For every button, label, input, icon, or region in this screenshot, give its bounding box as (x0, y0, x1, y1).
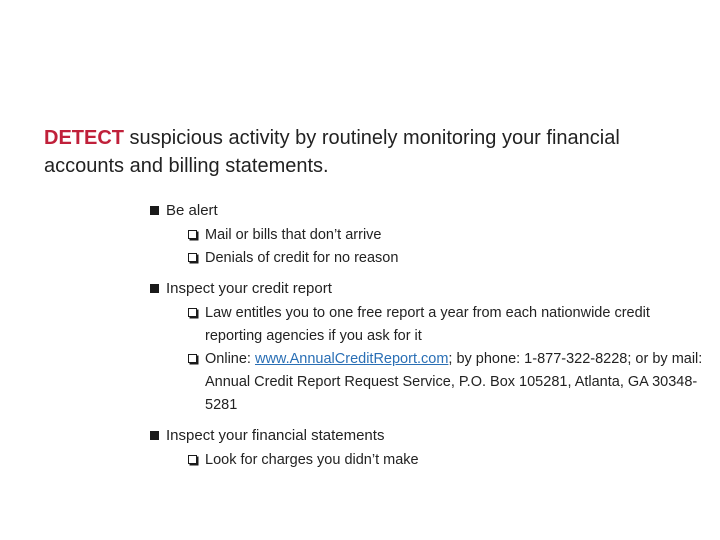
annual-credit-report-link[interactable]: www.AnnualCreditReport.com (254, 351, 449, 367)
heading-text: suspicious activity by routinely monitoring your financial accounts and billing statements. (44, 127, 620, 177)
section-be-alert (148, 200, 708, 270)
checkbox-bullet-icon (188, 354, 197, 363)
bullet-be-alert (148, 200, 708, 222)
square-bullet-icon (150, 284, 159, 293)
sub-bullet-text: Denials of credit for no reason (205, 250, 399, 266)
checkbox-bullet-icon (188, 253, 197, 262)
bullet-label: Inspect your credit report (166, 280, 332, 297)
bullet-label: Be alert (166, 202, 218, 219)
sub-bullet-text: Law entitles you to one free report a year from each nationwide credit reporting agencies if you ask for it (205, 305, 650, 344)
online-suffix: ; by phone: 1-877-322-8228; or by mail: Annual Credit Report Request Service, P.O. Box 105281, Atlanta, GA 30348-5281 (205, 351, 703, 413)
heading-keyword: DETECT (44, 127, 124, 149)
sub-bullet (188, 224, 708, 247)
checkbox-bullet-icon (188, 455, 197, 464)
bullet-financial-statements (148, 425, 708, 447)
square-bullet-icon (150, 206, 159, 215)
section-financial-statements (148, 425, 708, 472)
sub-bullet (188, 449, 708, 472)
sub-bullet (188, 302, 708, 348)
sub-list (188, 224, 708, 270)
checkbox-bullet-icon (188, 308, 197, 317)
sub-bullet-text: Mail or bills that don’t arrive (205, 227, 382, 243)
online-prefix: Online: (205, 351, 255, 367)
slide-heading (44, 124, 704, 180)
bullet-credit-report (148, 278, 708, 300)
sub-list (188, 449, 708, 472)
section-credit-report (148, 278, 708, 417)
bullet-list (148, 200, 708, 480)
checkbox-bullet-icon (188, 230, 197, 239)
sub-bullet-text: Look for charges you didn’t make (205, 452, 419, 468)
sub-bullet (188, 247, 708, 270)
sub-bullet-online (188, 348, 708, 417)
bullet-label: Inspect your financial statements (166, 427, 385, 444)
square-bullet-icon (150, 431, 159, 440)
sub-list (188, 302, 708, 417)
